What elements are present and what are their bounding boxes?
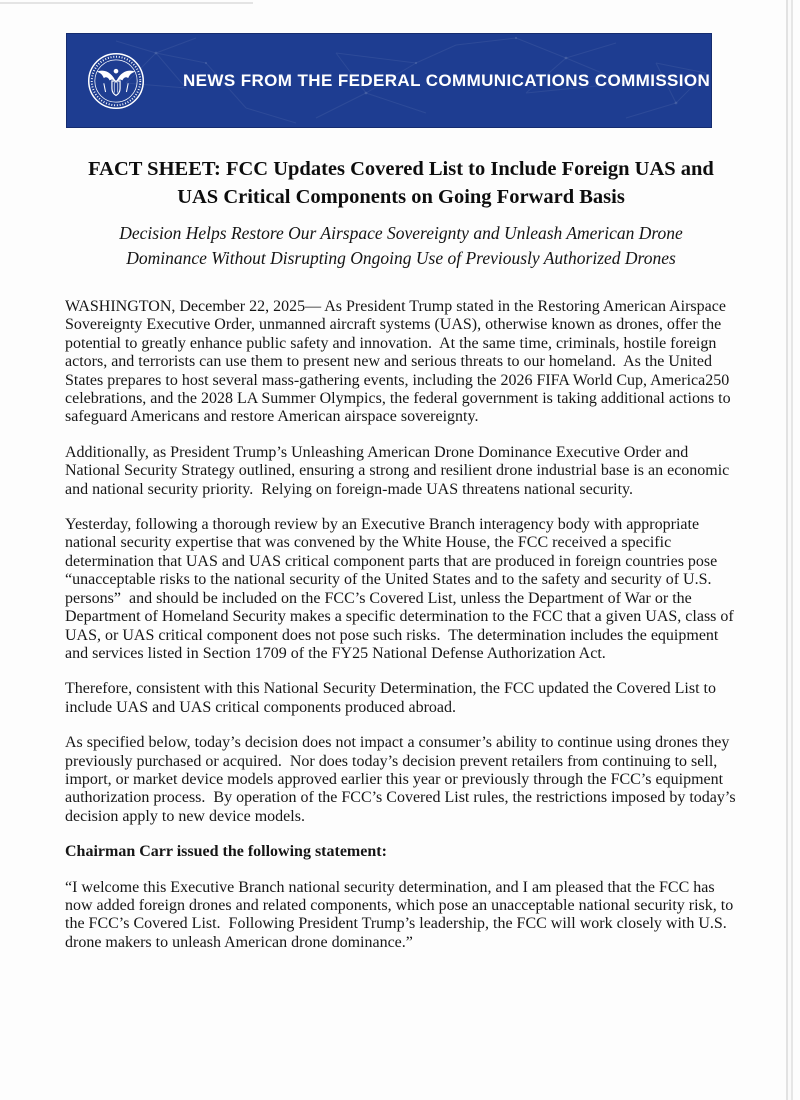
paragraph-national-security-determination: Yesterday, following a thorough review by an Executive Branch interagency body with appropriate national security expertise that was convened by the White House, the FCC received a specific determination that UAS and UAS critical component parts that are produced in foreign countries pose “unacceptable risks to the national security of the United States and to the safety and security of U.S. persons” and should be included on the FCC’s Covered List, unless the Department of War or the Department of Homeland Security makes a specific determination to the FCC that a given UAS, class of UAS, or UAS critical component does not pose such risks. The determination includes the equipment and services listed in Section 1709 of the FY25 National Defense Authorization Act. [65,516,738,662]
paragraph-consumer-impact: As specified below, today’s decision does not impact a consumer’s ability to continue using drones they previously purchased or acquired. Nor does today’s decision prevent retailers from continuing to sell, import, or market device models approved earlier this year or previously through the FCC’s equipment authorization process. By operation of the FCC’s Covered List rules, the restrictions imposed by today’s decision apply to new device models. [65,734,740,825]
statement-paragraph: “I welcome this Executive Branch national security determination, and I am pleased that the FCC has now added foreign drones and related components, which pose an unacceptable national security risk, to the FCC’s Covered List. Following President Trump’s leadership, the FCC will work closely with U.S. drone makers to unleash American drone dominance.” [65,878,738,951]
document-body [65,128,740,969]
paragraph-drone-dominance-order: Additionally, as President Trump’s Unleashing American Drone Dominance Executive Order and National Security Strategy outlined, ensuring a strong and resilient drone industrial base is an economic and national security priority. Relying on foreign-made UAS threatens national security. [65,443,734,498]
statement-heading: Chairman Carr issued the following statement: [65,843,387,861]
scan-artifact-right-edge [786,0,793,1100]
fcc-news-banner [66,33,712,128]
paragraph-dateline-intro: WASHINGTON, December 22, 2025— As President Trump stated in the Restoring American Airspace Sovereignty Executive Order, unmanned aircraft systems (UAS), otherwise known as drones, offer the potential to greatly enhance public safety and innovation. At the same time, criminals, hostile foreign actors, and terrorists can use them to present new and serious threats to our homeland. As the United States prepares to host several mass-gathering events, including the 2026 FIFA World Cup, America250 celebrations, and the 2028 LA Summer Olympics, the federal government is taking additional actions to safeguard Americans and restore American airspace sovereignty. [65,298,735,426]
banner-title: NEWS FROM THE FEDERAL COMMUNICATIONS COMMISSION [183,70,711,90]
paragraph-covered-list-update: Therefore, consistent with this National Security Determination, the FCC updated the Covered List to include UAS and UAS critical components produced abroad. [65,680,720,716]
fcc-seal-icon [87,52,145,110]
document-subtitle: Decision Helps Restore Our Airspace Sovereignty and Unleash American Drone Dominance Without Disrupting Ongoing Use of Previously Authorized Drones [119,223,683,268]
page-title: FACT SHEET: FCC Updates Covered List to Include Foreign UAS and UAS Critical Components on Going Forward Basis [88,158,714,208]
scan-artifact-top-line [0,2,253,4]
